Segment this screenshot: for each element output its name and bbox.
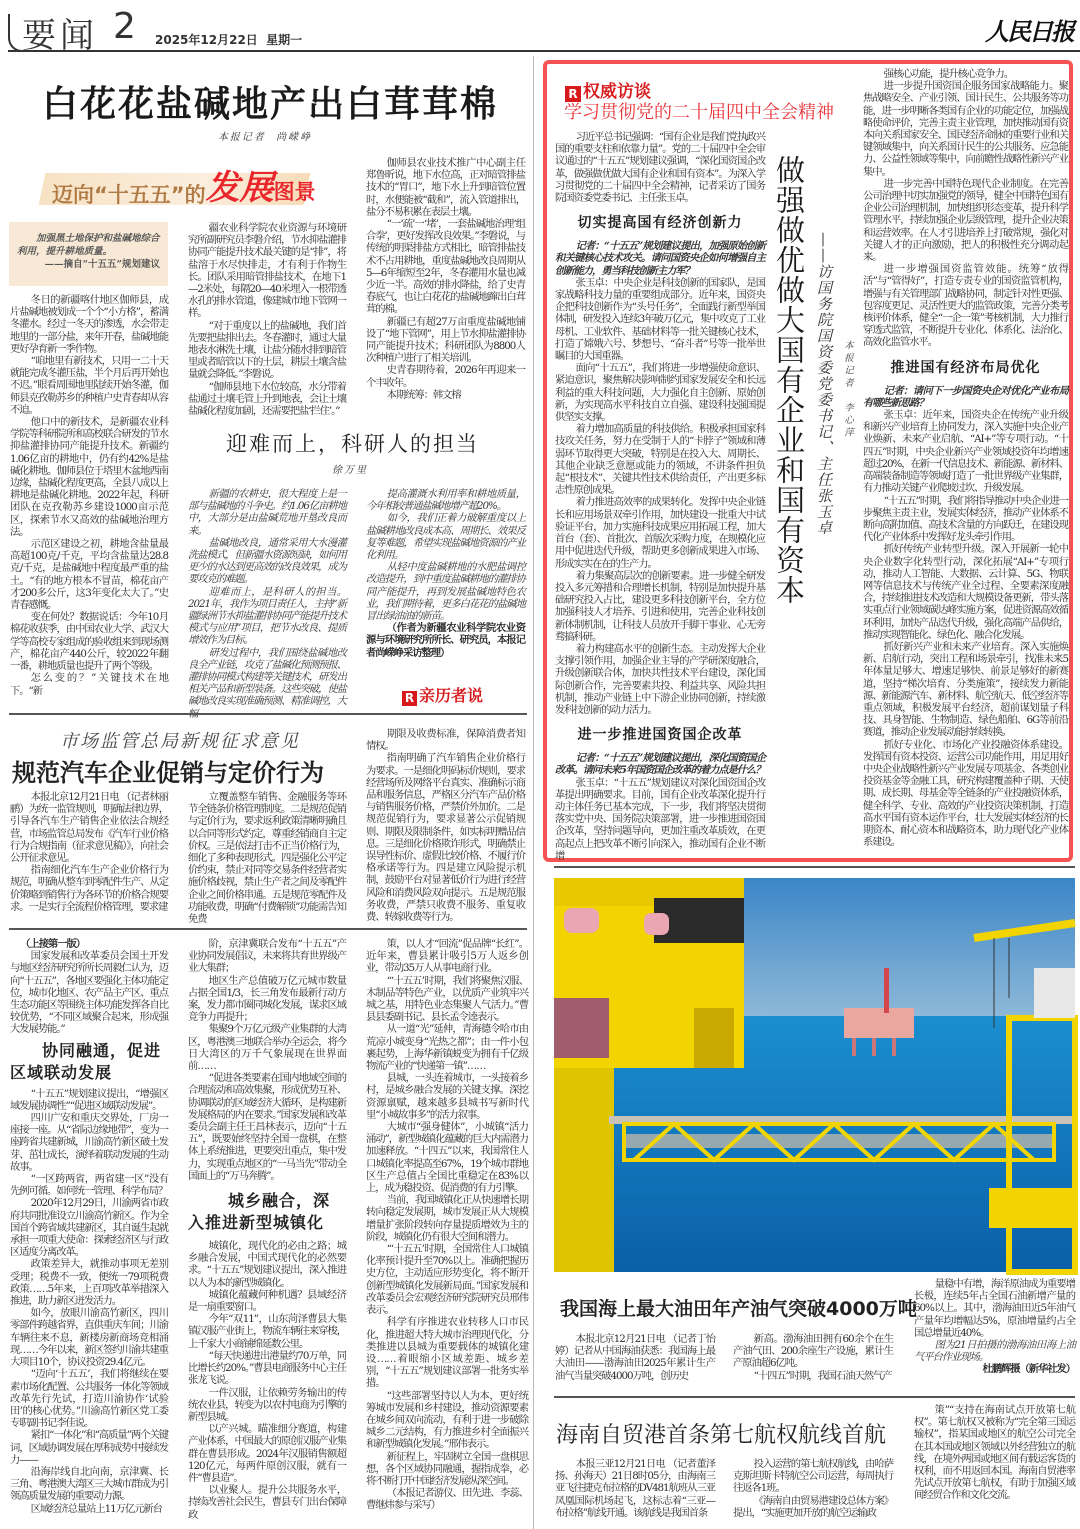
paragraph: 着力构建高水平的创新生态。主动发挥大企业支撑引领作用，加强企业主导的产学研深度融合，升级创新联合体，加快共性技术平台建设，深化国际创新合作，完善要素共投、利益共享、风险共担机制，推动产业链上中下游企业协同创新，持续激发科技创新的动力活力。	[555, 642, 765, 716]
essay-col-1	[188, 488, 346, 708]
paragraph: 指南明确了汽车销售企业价格行为要求。一是细化明码标价规则，要求经营场所及网络平台真实、准确标示商品和服务信息，严格区分汽车产品价格与销售服务价格，严禁价外加价。二是规范促销行为，要求显著公示促销规则、期限及限制条件，如实标明赠品信息。三是细化价格欺诈形式，明确禁止误导性标价、虚假比较价格、不履行价格承诺等行为。四是建立风险提示机制，鼓励平台对显著低价行为进行经营风险和消费风险双向提示。五是规范服务收费，严禁只收费不服务、重复收费、转嫁收费等行为。	[366, 752, 525, 924]
paragraph: 新疆已有超27万亩重度盐碱地铺设了“地下管网”，用上节水抑盐灌排协同产能提升技术；科研团队为8800人次种植户进行了相关培训。	[366, 315, 525, 365]
interview-byline: 本报记者 李心萍	[842, 340, 853, 440]
paragraph: “对于重度以上的盐碱地，我们首先要把盐排出去。冬春灌时，通过大量地表水淋洗土壤，让盐分随水排到暗管里或者暗管以下的土层，耕层土壤含盐量就会降低。”李磐说。	[188, 319, 346, 381]
paragraph: 着力推进高效率的成果转化。发挥中央企业链长和应用场景双牵引作用，加快建设一批重大中试验证平台，加力实施科技成果应用拓展工程，加大首台（套）、首批次、首版次采购力度，在规模化应用中促进迭代升级，帮助更多创新成果进入市场、形成实实在在的生产力。	[555, 496, 765, 570]
paragraph: 从轻中度盐碱耕地的水肥盐调控改造提升，到中重度盐碱耕地的灌排协同产能提升，再到发展盐碱地特色农业，我们期待着，更多白花花的盐碱地冒出绿油油的新苗。	[366, 561, 525, 623]
paragraph: 城镇化，现代化的必由之路；城乡融合发展，中国式现代化的必然要求。“十五五”规划建议提出，深入推进以人为本的新型城镇化。	[188, 1240, 346, 1289]
paragraph: 冬日的新疆喀什地区伽师县，成片盐碱地被划成一个个“小方格”，蓄满冬灌水。经过一冬天的渗透，水会带走地里的一部分盐，来年开春，盐碱地能更好孕育新一季作物。	[10, 294, 168, 355]
paragraph: 研发过程中，我们围绕盐碱地改良全产业链，攻克了盐碱化预测预报、灌排协同模式构建等关键技术，研发出相关产品和新型装备。这些突破，使盐碱地改良实现准确预测、精准调控，大	[188, 646, 346, 708]
banner-prefix: 迈向“十五五”的	[52, 183, 206, 207]
salt-byline: 本报记者 尚嵘峥	[217, 132, 313, 143]
paragraph: 抓好传统产业转型升级。深入开展新一轮中央企业数字化转型行动，深化拓展“AI+”专项行动，推动人工智能、大数据、云计算、5G、物联网等信息技术与传统产业全过程、全要素深度融合，持续推进技术改造和大规模设备更新，带头落实重点行业领域碳达峰实施方案，促进资源高效循环利用，加快产品迭代升级，强化高端产品供给，推动实现智能化、绿色化、融合化发展。	[863, 543, 1068, 641]
paragraph: 一件汉服，让依赖劳务输出的传统农业县，转变为以农村电商为引擎的新型县城。	[188, 1386, 346, 1423]
quote-box	[9, 222, 168, 286]
answer-3	[863, 409, 1068, 848]
oil-col-2	[733, 1333, 893, 1387]
paragraph: 县城，一头连着城市，一头接着乡村，是城乡融合发展的关键支撑。深挖资源禀赋，越来越多县城书写新时代里“小城故事多”的活力叙事。	[366, 1072, 528, 1121]
car-kicker: 市场监管总局新规征求意见	[60, 731, 300, 752]
paragraph: “每天快递进出港量约70万单，同比增长约20%。”曹县电商服务中心主任张龙飞说。	[188, 1349, 346, 1387]
interview-series: 学习贯彻党的二十届四中全会精神	[564, 102, 834, 123]
paragraph: 今年“双11”，山东菏泽曹县大集镇汉服产业街上，物流车辆往来穿梭，上千家大小商铺绵延数公里。	[188, 1313, 346, 1350]
paragraph: 着力集聚高层次的创新要素。进一步健全研发投入多元筹措和合理增长机制，特别是加快提升基础研究投入占比，建设更多科技创新平台，全方位加强科技人才培养、引进和使用，完善企业科技创新体制机制，让科技人员放开手脚干事业、心无旁骛搞科研。	[555, 569, 765, 643]
paragraph: 期限及收费标准，保障消费者知情权。	[366, 728, 525, 753]
paragraph: 大城市“强身健体”，小城镇“活力涌动”，新型城镇化蕴藏的巨大内需潜力加速释放。“十四五”以来，我国常住人口城镇化率提高至67%，19个城市群地区生产总值占全国比重稳定在83%以上，成为稳投资、促消费的有力引擎。	[366, 1121, 528, 1195]
paragraph: 策，以人才“回流”促品牌“长红”。近年来，曹县累计吸引5万人返乡创业，带动35万人从事电商行业。	[366, 938, 528, 975]
paragraph: “一‘疏’一‘堵’，一套盐碱地治理‘组合拳’，更好发挥改良效果。”李磐说，与传统的明渠排盐方式相比，暗管排盐技术不占用耕地，重度盐碱地改良周期从5—6年缩短至2年，冬春灌用水量也减少近一半。高效的排水降盐，给了史青春底气，也让白花花的盐碱地蹿出白茸茸的棉。	[366, 218, 525, 316]
interview-subtitle: ——访国务院国资委党委书记、主任张玉卓	[815, 232, 833, 536]
salt-col-3	[366, 157, 525, 417]
paragraph: 以产兴城。瞄准细分赛道，构建产业体系，中国最大的原创汉服产业集群在曹县形成。2024年汉服销售额超120亿元，每两件原创汉服，就有一件“曹县造”。	[188, 1423, 346, 1484]
salt-headline: 白花花盐碱地产出白茸茸棉	[41, 84, 498, 125]
newspaper-logo: 人民日报	[985, 17, 1073, 46]
answer-2	[555, 777, 765, 862]
regional-subhead-1: 协同融通，促进区域联动发展	[10, 1040, 162, 1082]
banner-big: 发展	[205, 168, 274, 208]
interview-tag-label: 权威访谈	[583, 82, 651, 102]
paragraph: 科学有序推进农业转移人口市民化，推进超大特大城市治理现代化，分类推进以县城为重要载体的城镇化建设……着眼缩小区域差距、城乡差别，“十五五”规划建议部署一批务实举措。	[366, 1316, 528, 1390]
page-number: 2	[113, 6, 136, 47]
paragraph: 量稳中有增，海洋原油成为重要增长极，连续5年占全国石油新增产量的60%以上。其中，渤海油田近5年油气产量年均增幅达5%，原油增量约占全国总增量近40%。	[914, 1278, 1075, 1339]
oil-col-1	[555, 1333, 715, 1387]
regional-col-1	[10, 938, 168, 1529]
regional-col-1a	[10, 950, 168, 1035]
paragraph: 地区生产总值破万亿元城市数量占据全国1/3，长三角发布最新行动方案，发力都市圈同城化发展，谋求区域竞争力再提升；	[188, 974, 346, 1024]
paragraph: 张玉卓：“十五五”规划建议对深化国资国企改革提出明确要求。目前，国有企业改革深化提升行动主体任务已基本完成，下一步，我们将坚决贯彻落实党中央、国务院决策部署，进一步推进国资国企改革，坚持问题导向，更加注重改革质效，在更高起点上把改革不断引向深入，推动国有企业不断增	[555, 776, 765, 862]
paragraph: 怎么变的？”关键技术在地下。“新	[10, 672, 168, 697]
paragraph: 提高灌溉水利用率和耕地质量，今年相较普通盐碱地增产超20%。	[366, 488, 525, 513]
divider	[9, 928, 527, 930]
hainan-col-1	[555, 1458, 715, 1529]
renmin-r-icon: R	[565, 86, 581, 102]
regional-col-1b	[10, 1088, 168, 1515]
column-divider	[533, 56, 534, 1529]
paragraph: 阶，京津冀联合发布“十五五”产业协同发展倡议，未来将共育世界级产业大集群；	[188, 938, 346, 975]
paragraph: 进一步增强国资监管效能。统筹“放得活”与“管得好”，打造专责专业的国资监管机构，增强与有关管理部门战略协同，制定针对性更强、包容度更足、灵活性更大的监管政策，完善分类考核评价体系，健全“一企一策”考核机制，大力推行穿透式监管，不断提升专业化、体系化、法治化、高效化监管水平。	[863, 263, 1068, 349]
paragraph: 示范区建设之初，耕地含盐量最高超100克/千克，平均含盐量达28.8克/千克，是盐碱地中程度最严重的盐土。“有的地方根本不冒苗，棉花亩产才200多公斤，这3年变化太大了。”史青春感慨。	[10, 538, 168, 612]
paragraph: “咱地里有新技术，只用一二十天就能完成冬灌压盐，半个月后再开始也不迟。”眼看周围地里陆续开始冬灌，伽师县克孜勒苏乡的种植户史青春却从容不迫。	[10, 355, 168, 416]
paragraph: 如今，放眼川渝高竹新区，四川零部件跨越省界，直供重庆车间；川渝车辆往来不息，新楼房新商场竞相涌现……今年以来，新区签约川渝共建重大项目10个，协议投资29.4亿元。	[10, 1307, 168, 1369]
paragraph: 《海南自由贸易港建设总体方案》提出，“实施更加开放的航空运输政	[733, 1494, 893, 1519]
interview-intro	[555, 131, 765, 204]
essay-col-2	[366, 488, 525, 673]
hainan-col-3	[914, 1404, 1075, 1529]
paragraph: “‘十五五’时期，我们将聚焦汉服、木制品等特色产业，以优质产业筑牢兴城之基，用特色业态集聚人气活力。”曹县县委副书记、县长孟令逵表示。	[366, 974, 528, 1024]
paragraph: 当前，我国城镇化正从快速增长期转向稳定发展期，城市发展正从大规模增量扩张阶段转向存量提质增效为主的阶段，城镇化仍有很大空间和潜力。	[366, 1194, 528, 1243]
section-banner	[52, 160, 316, 209]
question-3: 记者：请问下一步国资央企对优化产业布局有哪些新思路？	[863, 384, 1068, 409]
paragraph: “促进各类要素在国内地域空间的合理流动和高效集聚，形成优势互补、协调联动的区域经济大循环，是构建新发展格局的内在要求。”国家发展和改革委员会副主任王昌林表示，迈向“十五五”，既要始终坚持全国一盘棋，在整体上系统推进，更要突出重点，集中发力，实现重点地区的“一马当先”带动全国面上的“万马奔腾”。	[188, 1072, 346, 1182]
paragraph: 沿海岸线自北向南，京津冀、长三角、粤港澳大湾区三大城市群成为引领高质量发展的重要动力源。	[10, 1465, 168, 1503]
car-headline: 规范汽车企业促销与定价行为	[12, 759, 324, 787]
regional-col-2a	[188, 938, 346, 1182]
paragraph: 指南细化汽车生产企业价格行为规范，明确从整车到零配件生产、从定价策略到销售行为各环节的价格合规要求。一是实行全流程价格管理，要求建	[10, 864, 168, 913]
oil-col-3	[914, 1278, 1075, 1388]
paragraph: （本报记者游仪、田先进、李蕊、曹继炜参与采写）	[366, 1487, 528, 1512]
interview-col-a	[555, 131, 765, 862]
issue-date: 2025年12月22日 星期一	[155, 33, 303, 47]
regional-col-2	[188, 938, 346, 1529]
paragraph: 投入运营的第七航权航线，由哈萨克斯坦斯卡特航空公司运营，每周执行往返各1班。	[733, 1458, 893, 1495]
paragraph: 策”“支持在海南试点开放第七航权”。第七航权又被称为“完全第三国运输权”，指某国或地区的航空公司完全在其本国或地区领域以外经营独立的航线，在境外两国或地区间有载运客货的权利，而不用返回本国。海南自贸港率先试点开放第七航权，有助于加强区域间经贸合作和文化交流。	[914, 1404, 1075, 1502]
paragraph: 集聚9个万亿元级产业集群的大湾区，粤港澳三地联合举办全运会，将今日大湾区的万千气象展现在世界面前……	[188, 1023, 346, 1073]
divider	[554, 1396, 1075, 1398]
paragraph: 抓好专业化、市场化产业投融资体系建设。发挥国有资本投资、运营公司功能作用，用足用好中央企业战略性新兴产业发展专项基金、各类创业投资基金等金融工具，研究构建覆盖种子期、天使期、成长期、母基金等全链条的产业投融资体系，健全科学、专业、高效的产业投资决策机制，打造高水平国有资本运作平台，壮大发展实体经济的长期资本、耐心资本和战略资本，助力现代化产业体系建设。	[863, 738, 1068, 849]
paragraph: 伽师县农业技术推广中心副主任郑鲁昕说，地下水位高，正对暗管排盐技术的“胃口”，地下水上升到暗管位置时，水便能被“截和”，流入管道排出，盐分不易积累在表层土壤。	[366, 157, 525, 218]
paragraph: “十五五”规划建议提出，“增强区域发展协调性”“促进区域联动发展”。	[10, 1087, 168, 1112]
renmin-r-icon: R	[402, 691, 417, 706]
essay-headline: 迎难而上，科研人的担当	[226, 432, 479, 456]
paragraph: 新疆的农耕史，很大程度上是一部与盐碱地的斗争史。约1.06亿亩耕地中，大部分是由盐碱荒地开垦改良而来。	[188, 488, 346, 537]
paragraph: 紧扣“一体化”和“高质量”两个关键词，区域协调发展在厚积成势中接续发力——	[10, 1429, 168, 1466]
paragraph: 疆农业科学院农业资源与环境研究所副研究员李磐介绍，节水抑盐灌排协同产能提升技术最关键的是“排”，将盐溶于水尽快排走，才有利于作物生长。团队采用暗管排盐技术，在地下1—2米处，每隔20—40米埋入一根带透水孔的排水管道，像建城市地下管网一样。	[188, 222, 346, 320]
paragraph: “一区跨两省，两省建一区”没有先例可循。如何统一管理、科学布局？	[10, 1173, 168, 1198]
paragraph: 从一道“光”延伸，青海德令哈市由荒凉小城变身“光热之都”；由一件小包裹起势，上海华新镇蜕变为拥有千亿级物流产业的“快递第一镇”……	[366, 1023, 528, 1073]
divider	[554, 866, 1075, 868]
quote-source: ——摘自“十五五”规划建议	[44, 259, 160, 270]
interview-subhead-2: 进一步推进国资国企改革	[577, 727, 743, 744]
banner-suffix: 图景	[273, 180, 316, 204]
car-col-3	[366, 728, 525, 924]
paragraph: 本期统筹：韩文榕	[386, 388, 461, 401]
interview-headline: 做强做优做大国有企业和国有资本	[772, 155, 806, 605]
hainan-headline: 海南自贸港首条第七航权航线首航	[556, 1423, 887, 1448]
column-tag-label: 亲历者说	[419, 686, 484, 705]
paragraph: 张玉卓：近年来，国资央企在传统产业升级和新兴产业培育上协同发力，深入实施中央企业产业焕新、未来产业启航、“AI+”等专项行动。“十四五”时期，中央企业新兴产业领域投资年均增速超过20%，在新一代信息技术、新能源、新材料、高端装备制造等领域打造了一批世界级产业集群，有力推动关键产业爬坡过坎、升级发展。	[863, 409, 1068, 495]
answer-1	[555, 277, 765, 716]
paragraph: 本报北京12月21日电 （记者林丽鹂）为统一监管规则，明确法律边界，引导各汽车生产销售企业依法合规经营，市场监管总局发布《汽车行业价格行为合规指南（征求意见稿）》，向社会公开征求意见。	[10, 791, 168, 865]
salt-col-2	[188, 222, 346, 417]
salt-col-1	[10, 294, 168, 704]
oil-platform-photo	[554, 878, 1075, 1272]
paragraph: 习近平总书记强调：“国有企业是我们党执政兴国的重要支柱和依靠力量”。党的二十届四中全会审议通过的“十五五”规划建议强调，“深化国资国企改革，做强做优做大国有企业和国有资本”。为深入学习贯彻党的二十届四中全会精神，记者采访了国务院国资委党委书记、主任张玉卓。	[555, 131, 765, 205]
paragraph: 本报三亚12月21日电 （记者董泽扬、孙海天）21日8时05分，由海南三亚飞往捷克布拉格的DV481航班从三亚凤凰国际机场起飞，这标志着“三亚—布拉格”航线开通。该航线是我国首条	[555, 1458, 715, 1519]
photo-caption: 图为21日拍摄的渤海油田海上油气平台作业现场。	[914, 1339, 1075, 1364]
paragraph: 城镇化蕴藏何种机遇？县域经济是一扇重要窗口。	[188, 1288, 346, 1314]
column-tag	[402, 683, 483, 706]
paragraph: 以业聚人。提升公共服务水平，持续改善社会民生，曹县专门出台保障政	[188, 1484, 346, 1521]
quote-text: 加强黑土地保护和盐碱地综合利用，提升耕地质量。	[17, 233, 160, 257]
header-rule	[8, 50, 1080, 52]
car-col-1	[10, 791, 168, 919]
paragraph: 新高。渤海油田拥有60余个在生产油气田、200余座生产设施，累计生产原油超6亿吨。	[733, 1333, 893, 1370]
paragraph: 区域经济总量站上11万亿元新台	[30, 1502, 162, 1515]
paragraph: 如今，我们正着力破解重度以上盐碱耕地改良成本高、周期长、效果反复等难题，希望实现盐碱地资源的产业化利用。	[366, 512, 525, 562]
paragraph: 他口中的新技术，是新疆农业科学院等科研院所和高校联合研发的节水抑盐灌排协同产能提升技术。新疆约1.06亿亩的耕地中，仍有约42%是盐碱化耕地。伽师县位于塔里木盆地西南边缘，盐碱化程度更高，全县八成以上耕地是盐碱化耕地。2022年起，科研团队在克孜勒苏乡建设1000亩示范区，探索节水又高效的盐碱地治理方法。	[10, 416, 168, 538]
paragraph: 抓好新兴产业和未来产业培育。深入实施焕新、启航行动，突出工程和场景牵引，找准未来5年体量足够大、增速足够快、前景足够好的新赛道，坚持“梯次培育、分类施策”，接续发力新能源、新能源汽车、新材料、航空航天、低空经济等重点领域，积极发展平台经济，超前谋划量子科技、具身智能、生物制造、绿色船舶、6G等前沿赛道，推动企业发展动能持续转换。	[863, 640, 1068, 739]
divider	[9, 713, 527, 715]
question-2: 记者：“十五五”规划建议提出，深化国资国企改革。请问未来5年国资国企改革的着力点是什么？	[555, 752, 765, 777]
paragraph: 2020年12月29日，川渝两省市政府共同批准设立川渝高竹新区。作为全国首个跨省域共建新区，其自诞生起就承担一项重大使命：探索经济区与行政区适度分离改革。	[10, 1197, 168, 1259]
paragraph: 新征程上，牢固树立全国一盘棋思想，各个区域协同融通，握指成拳，必将不断打开中国经济发展纵深空间。	[366, 1450, 528, 1487]
paragraph: 面向“十五五”，我们将进一步增强使命意识、紧迫意识，聚焦解决影响制约国家发展安全和长远利益的重大科技问题，大力强化自主创新、原始创新，为实现高水平科技自立自强、建设科技强国提供坚实支撑。	[555, 362, 765, 424]
paragraph: 盐碱地改良，通常采用大水漫灌洗盐模式，但新疆水资源短缺，如何用更少的水达到更高效的改良效果，成为要攻克的难题。	[188, 536, 346, 586]
paragraph: “十五五”时期，我们将指导推动中央企业进一步聚焦主责主业，发展实体经济，推动产业体系不断向高附加值、高技术含量的方向跃迁，在建设现代化产业体系中发挥好龙头牵引作用。	[863, 494, 1068, 544]
paragraph: “十四五”时期，我国石油天然气产	[753, 1369, 892, 1382]
paragraph: “这些部署坚持以人为本，更好统筹城市发展和乡村建设，推动资源要素在城乡间双向流动，有利于进一步破除城乡二元结构，有力推进乡村全面振兴和新型城镇化发展。”邢伟表示。	[366, 1389, 528, 1451]
essay-author: 徐万里	[332, 465, 368, 476]
oil-headline: 我国海上最大油田年产油气突破4000万吨	[560, 1298, 917, 1320]
section-name: 要闻	[22, 16, 98, 56]
paragraph: 国家发展和改革委员会国土开发与地区经济研究所所长周毅仁认为，迈向“十五五”，各地区要强化主体功能定位，城市化地区、农产品主产区、重点生态功能区等围绕主体功能发挥各自比较优势，“不同区域聚合起来，形成强大发展势能。”	[10, 950, 168, 1036]
paragraph: 立覆盖整车销售、金融服务等环节全链条价格管理制度。二是规范促销与定价行为，要求返利政策清晰明确且以合同等形式约定，尊重经销商自主定价权。三是依法打击不正当价格行为，细化了多种表现形式。四是强化公平定价约束，禁止对同等交易条件经营者实施价格歧视，禁止生产者之间及零配件企业之间价格串通。五是规范零配件及功能收费，明确“付费解锁”功能需告知免费	[188, 791, 346, 926]
regional-col-2b	[188, 1240, 346, 1521]
paragraph: 迎难而上，是科研人的担当。2021年，我作为项目责任人，主持“新疆绿洲节水抑盐灌排协同产能提升技术模式与应用”项目，把节水改良、提质增效作为目标。	[188, 585, 346, 647]
paragraph: “‘十五五’时期，全国常住人口城镇化率预计提升至70%以上。准确把握历史方位，主动适应形势变化，将不断开创新型城镇化发展新局面。”国家发展和改革委员会宏观经济研究院研究员邢伟表示。	[366, 1243, 528, 1317]
paragraph: “迈向‘十五五’，我们将继续在要素市场化配置、公共服务一体化等领域改革先行先试，打造川渝协作‘试验田’的核心优势。”川渝高竹新区党工委专职副书记李佳说。	[10, 1368, 168, 1430]
car-col-2	[188, 791, 346, 926]
photo-credit: 杜鹏辉摄（新华社发）	[982, 1363, 1075, 1376]
jump-note: （上接第一版）	[20, 938, 86, 950]
paragraph: 进一步完善中国特色现代企业制度。在完善公司治理中切实加强党的领导，健全中国特色国有企业公司治理机制，加快组织形态变革，提升科学管理水平，持续加强企业层级管理，提升企业决策和运营效率。在人才引进培养上打破常规，强化对关键人才的正向激励，把人的积极性充分调动起来。	[863, 177, 1068, 264]
paragraph: 本报北京12月21日电 （记者丁怡婷）记者从中国海油获悉：我国海上最大油田——渤海油田2025年累计生产油气当量突破4000万吨，创历史	[555, 1333, 715, 1382]
interview-subhead-1: 切实提高国有经济创新力	[577, 215, 743, 232]
question-1: 记者：“十五五”规划建议提出，加强原始创新和关键核心技术攻关。请问国资央企如何增强自主创新能力，勇当科技创新主力军？	[555, 240, 765, 277]
paragraph: 史青春期待着，2026年再迎来一个丰收年。	[366, 364, 525, 389]
paragraph: 政策差异大，就推动事项无差别受理；税费不一致，便统一79项税费政策……5年来，上百项改革举措深入推进，助力新区迸发活力。	[10, 1258, 168, 1308]
oil-col-3-body	[914, 1278, 1075, 1339]
paragraph: 强核心功能，提升核心竞争力。	[883, 68, 1014, 80]
essay-col-2-body	[366, 488, 525, 622]
paragraph: 变在何处？数据说话：今年10月棉花收获季，由中国农业大学、武汉大学等高校专家组成的验收组来到现场测产，棉花亩产440公斤，较2022年翻一番，耕地质量也提升了两个等级。	[10, 611, 168, 673]
paragraph: 进一步提升国资国企服务国家战略能力。聚焦战略安全、产业引领、国计民生、公共服务等功能，进一步明晰各类国有企业的功能定位，加强战略使命评价，完善主责主业管理，加快推动国有资本向关系国家安全、国民经济命脉的重要行业和关键领域集中，向关系国计民生的公共服务、应急能力、公益性领域等集中，向前瞻性战略性新兴产业集中。	[863, 80, 1068, 178]
regional-col-3	[366, 938, 528, 1529]
interview-col-b-body	[863, 68, 1068, 349]
regional-subhead-2: 城乡融合，深入推进新型城镇化	[188, 1191, 331, 1233]
essay-author-note: （作者为新疆农业科学院农业资源与环境研究所所长、研究员，本报记者尚嵘峥采访整理）	[366, 622, 525, 659]
interview-col-b	[863, 68, 1068, 855]
paragraph: 着力增加高质量的科技供给。积极承担国家科技攻关任务，努力在受制于人的“卡脖子”领域和薄弱环节取得更大突破，特别是在投入大、周期长、其他企业缺乏意愿或能力的领域，不讲条件担负起“根技术”、关键共性技术供给责任，产出更多标志性原创成果。	[555, 423, 765, 497]
paragraph: 四川广安和重庆交界处，厂房一座接一座。从“省际边缘地带”，变为一座跨省共建新城，川渝高竹新区破土发芽、茁壮成长，演绎着联动发展的生动故事。	[10, 1112, 168, 1173]
paragraph: 张玉卓：中央企业是科技创新的国家队，是国家战略科技力量的重要组成部分。近年来，国资央企把科技创新作为“头号任务”，全面践行新型举国体制，研发投入连续3年破万亿元，集中攻克了工业母机、工业软件、基础材料等一批关键核心技术，打造了嫦娥六号、梦想号、“奋斗者”号等一批举世瞩目的大国重器。	[555, 276, 765, 363]
hainan-col-2	[733, 1458, 893, 1529]
paragraph: “伽师县地下水位较高，水分带着盐通过土壤毛管上升到地表，会让土壤盐碱化程度加剧，还需要把盐‘拦住’。”	[188, 380, 346, 418]
interview-subhead-3: 推进国有经济布局优化	[890, 359, 1041, 376]
